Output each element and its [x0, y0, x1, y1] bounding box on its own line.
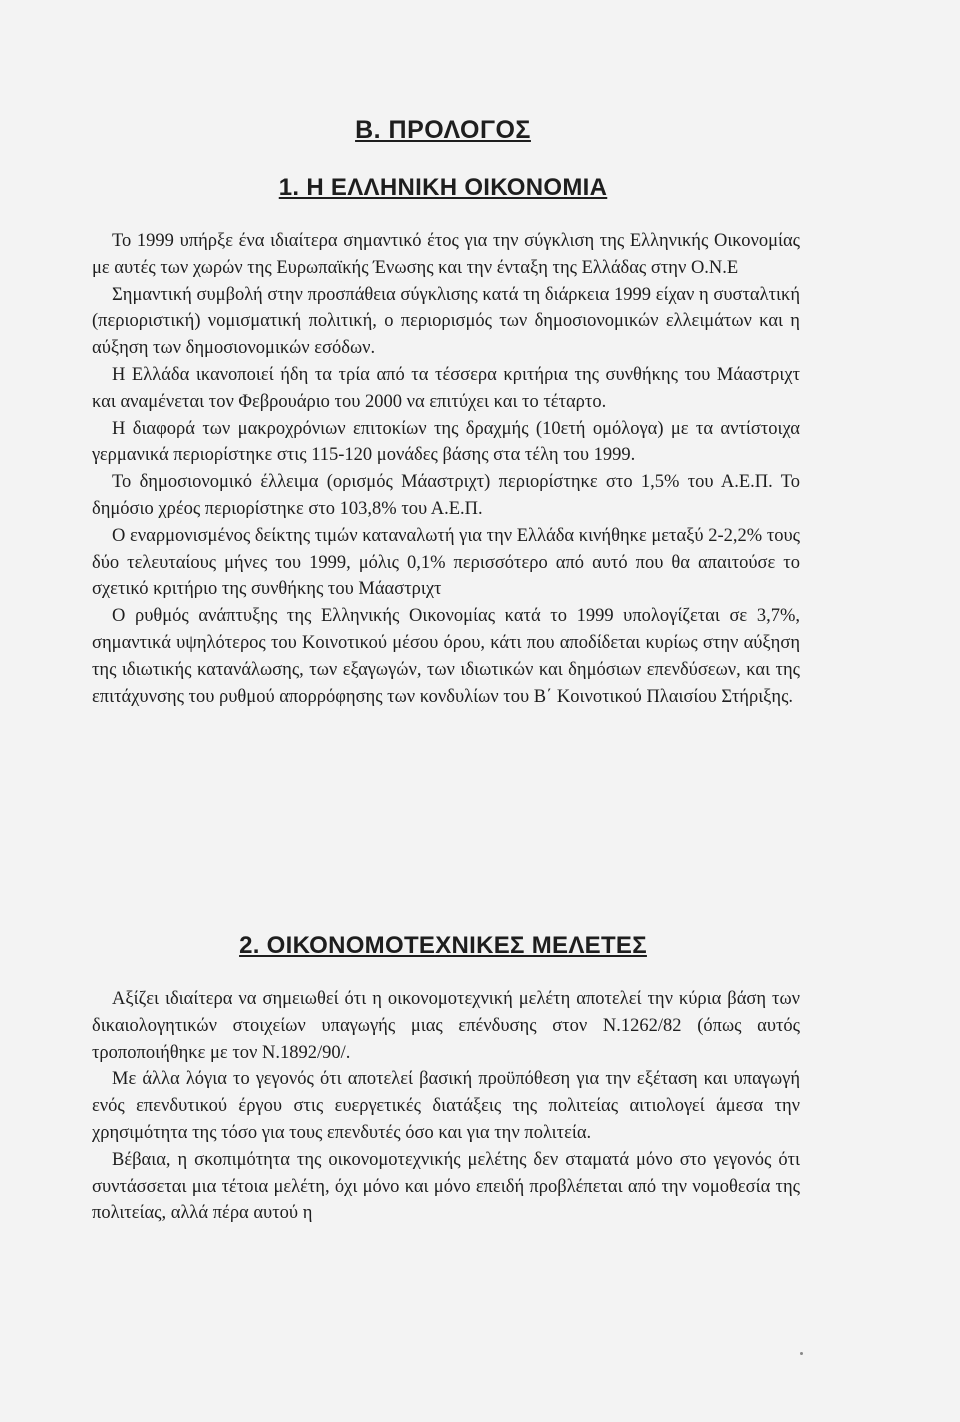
section-body-economy: [92, 228, 800, 710]
paragraph: Ο εναρμονισμένος δείκτης τιμών καταναλωτή για την Ελλάδα κινήθηκε μεταξύ 2-2,2% τους δύο τελευταίους μήνες του 1999, μόλις 0,1% περισσότερο από αυτό που θα απαιτούσε το σχετικό κριτήριο της συνθήκης του Μάαστριχτ: [92, 525, 800, 600]
paragraph: Με άλλα λόγια το γεγονός ότι αποτελεί βασική προϋπόθεση για την εξέταση και υπαγωγή ενός επενδυτικού έργου στις ευεργετικές διατάξεις της πολιτείας αιτιολογεί άμεσα την χρησιμότητα της τόσο για τους επενδυτές όσο και για την πολιτεία.: [92, 1069, 800, 1143]
page-title: Β. ΠΡΟΛΟΓΟΣ: [355, 116, 531, 144]
paragraph: Η Ελλάδα ικανοποιεί ήδη τα τρία από τα τέσσερα κριτήρια της συνθήκης του Μάαστριχτ και αναμένεται τον Φεβρουάριο του 2000 να επιτύχει και το τέταρτο.: [92, 364, 800, 412]
scan-speck: [800, 1352, 803, 1355]
paragraph: Το δημοσιονομικό έλλειμα (ορισμός Μάαστριχτ) περιορίστηκε στο 1,5% του Α.Ε.Π. Το δημόσιο χρέος περιορίστηκε στο 103,8% του Α.Ε.Π.: [92, 472, 800, 519]
paragraph: Αξίζει ιδιαίτερα να σημειωθεί ότι η οικονομοτεχνική μελέτη αποτελεί την κύρια βάση των δικαιολογητικών στοιχείων υπαγωγής μιας επένδυσης στον Ν.1262/82 (όπως αυτός τροποποιήθηκε με τον Ν.1892/90/.: [92, 989, 800, 1063]
section-heading-feasibility-studies: 2. ΟΙΚΟΝΟΜΟΤΕΧΝΙΚΕΣ ΜΕΛΕΤΕΣ: [239, 932, 647, 959]
paragraph: Η διαφορά των μακροχρόνιων επιτοκίων της δραχμής (10ετή ομόλογα) με τα αντίστοιχα γερμανικά περιορίστηκε στις 115-120 μονάδες βάσης στα τέλη του 1999.: [92, 418, 800, 466]
section-body-feasibility-studies: [92, 986, 800, 1227]
section-heading-economy: 1. Η ΕΛΛΗΝΙΚΗ ΟΙΚΟΝΟΜΙΑ: [278, 174, 608, 201]
paragraph: Σημαντική συμβολή στην προσπάθεια σύγκλισης κατά τη διάρκεια 1999 είχαν η συσταλτική (περιοριστική) νομισματική πολιτική, ο περιορισμός των δημοσιονομικών ελλειμάτων και η αύξηση των δημοσιονομικών εσόδων.: [92, 284, 800, 359]
paragraph: Βέβαια, η σκοπιμότητα της οικονομοτεχνικής μελέτης δεν σταματά μόνο στο γεγονός ότι συντάσσεται μια τέτοια μελέτη, όχι μόνο και μόνο επειδή προβλέπεται από την νομοθεσία της πολιτείας, αλλά πέρα αυτού η: [92, 1149, 800, 1224]
paragraph: Ο ρυθμός ανάπτυξης της Ελληνικής Οικονομίας κατά το 1999 υπολογίζεται σε 3,7%, σημαντικά υψηλότερος του Κοινοτικού μέσου όρου, κάτι που αποδίδεται κυρίως στην αύξηση της ιδιωτικής κατανάλωσης, των εξαγωγών, των ιδιωτικών και δημόσιων επενδύσεων, και της επιτάχυνσης του ρυθμού απορρόφησης των κονδυλίων του Β΄ Κοινοτικού Πλαισίου Στήριξης.: [92, 606, 800, 707]
paragraph: Το 1999 υπήρξε ένα ιδιαίτερα σημαντικό έτος για την σύγκλιση της Ελληνικής Οικονομίας με αυτές των χωρών της Ευρωπαϊκής Ένωσης και την ένταξη της Ελλάδας στην Ο.Ν.Ε: [92, 231, 800, 278]
